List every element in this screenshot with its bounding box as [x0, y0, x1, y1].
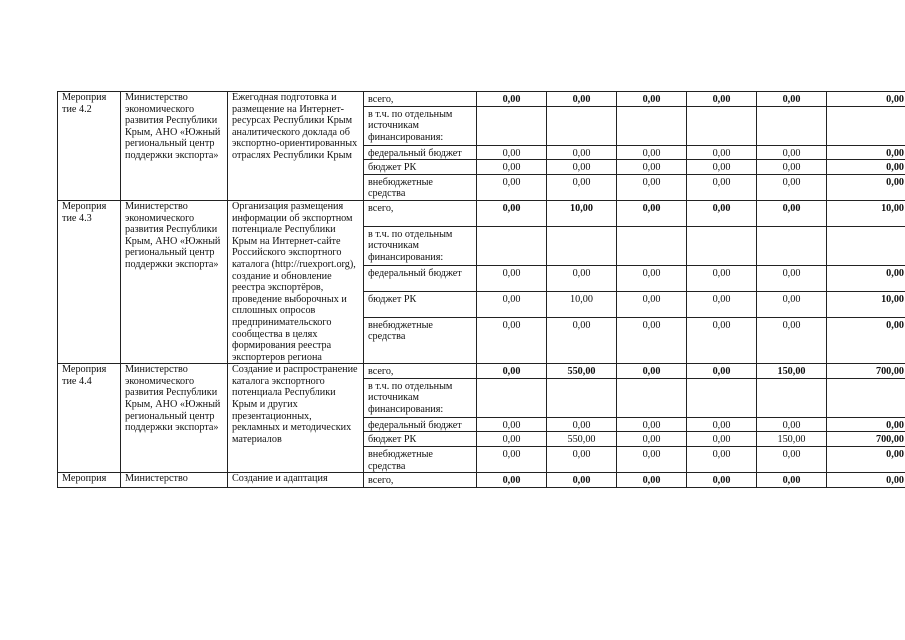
year-value-cell: 0,00	[687, 265, 757, 291]
year-value-cell	[617, 226, 687, 265]
year-value-cell: 0,00	[477, 92, 547, 107]
year-value-cell: 0,00	[687, 92, 757, 107]
executor-cell: Министерство экономического развития Республики Крым, АНО «Южный региональный центр поддержки экспорта»	[121, 92, 228, 201]
year-value-cell: 0,00	[547, 92, 617, 107]
funding-source-cell: всего,	[364, 364, 477, 379]
year-value-cell: 0,00	[757, 160, 827, 175]
year-value-cell	[477, 106, 547, 145]
table-row	[58, 200, 905, 226]
funding-source-cell: федеральный бюджет	[364, 417, 477, 432]
year-value-cell: 550,00	[547, 364, 617, 379]
total-value-cell: 0,00	[827, 473, 905, 488]
table-body	[58, 92, 905, 488]
year-value-cell: 0,00	[617, 364, 687, 379]
year-value-cell: 0,00	[757, 145, 827, 160]
year-value-cell: 0,00	[547, 160, 617, 175]
total-value-cell: 0,00	[827, 160, 905, 175]
funding-source-cell: внебюджетные средства	[364, 174, 477, 200]
year-value-cell: 0,00	[757, 174, 827, 200]
year-value-cell: 550,00	[547, 432, 617, 447]
year-value-cell: 0,00	[687, 417, 757, 432]
year-value-cell: 0,00	[477, 174, 547, 200]
total-value-cell: 0,00	[827, 317, 905, 364]
year-value-cell: 0,00	[617, 447, 687, 473]
total-value-cell: 10,00	[827, 291, 905, 317]
funding-source-cell: внебюджетные средства	[364, 447, 477, 473]
total-value-cell: 0,00	[827, 447, 905, 473]
year-value-cell: 0,00	[477, 160, 547, 175]
description-cell: Создание и распространение каталога экспортного потенциала Республики Крым и других презентационных, рекламных и методических материалов	[228, 364, 364, 473]
year-value-cell: 0,00	[617, 265, 687, 291]
year-value-cell: 0,00	[757, 92, 827, 107]
year-value-cell: 0,00	[617, 92, 687, 107]
funding-source-cell: федеральный бюджет	[364, 265, 477, 291]
funding-source-cell: федеральный бюджет	[364, 145, 477, 160]
year-value-cell: 0,00	[477, 447, 547, 473]
year-value-cell	[547, 226, 617, 265]
executor-cell: Министерство экономического развития Республики Крым, АНО «Южный региональный центр поддержки экспорта»	[121, 364, 228, 473]
year-value-cell	[617, 106, 687, 145]
description-cell: Создание и адаптация	[228, 473, 364, 488]
total-value-cell	[827, 226, 905, 265]
total-value-cell: 10,00	[827, 200, 905, 226]
funding-source-cell: внебюджетные средства	[364, 317, 477, 364]
measure-cell: Мероприя	[58, 473, 121, 488]
year-value-cell: 0,00	[687, 291, 757, 317]
year-value-cell: 10,00	[547, 200, 617, 226]
year-value-cell: 0,00	[477, 317, 547, 364]
year-value-cell: 0,00	[617, 145, 687, 160]
funding-source-cell: всего,	[364, 473, 477, 488]
year-value-cell: 0,00	[687, 473, 757, 488]
year-value-cell	[757, 106, 827, 145]
year-value-cell: 10,00	[547, 291, 617, 317]
year-value-cell: 0,00	[687, 447, 757, 473]
year-value-cell: 0,00	[757, 265, 827, 291]
year-value-cell: 0,00	[687, 364, 757, 379]
year-value-cell	[687, 106, 757, 145]
year-value-cell: 0,00	[617, 160, 687, 175]
funding-source-cell: бюджет РК	[364, 160, 477, 175]
year-value-cell: 0,00	[687, 160, 757, 175]
funding-table	[57, 91, 905, 488]
year-value-cell: 0,00	[477, 473, 547, 488]
total-value-cell	[827, 378, 905, 417]
table-row	[58, 364, 905, 379]
table-row	[58, 473, 905, 488]
year-value-cell: 0,00	[757, 291, 827, 317]
funding-source-cell: бюджет РК	[364, 291, 477, 317]
year-value-cell	[477, 378, 547, 417]
description-cell: Организация размещения информации об экспортном потенциале Республики Крым на Интернет-сайте Российского экспортного каталога (http://ruexport.org), создание и обновление реестра экспортёров, проведение выборочных и сплошных опросов предпринимательского сообщества в целях формирования реестра экспортеров региона	[228, 200, 364, 363]
year-value-cell: 0,00	[687, 145, 757, 160]
total-value-cell: 0,00	[827, 145, 905, 160]
year-value-cell: 0,00	[547, 265, 617, 291]
funding-source-cell: в т.ч. по отдельным источникам финансирования:	[364, 378, 477, 417]
total-value-cell: 0,00	[827, 417, 905, 432]
funding-source-cell: всего,	[364, 92, 477, 107]
year-value-cell: 0,00	[547, 145, 617, 160]
year-value-cell: 0,00	[617, 317, 687, 364]
year-value-cell: 0,00	[477, 145, 547, 160]
year-value-cell	[547, 106, 617, 145]
year-value-cell: 0,00	[547, 417, 617, 432]
year-value-cell	[617, 378, 687, 417]
year-value-cell: 0,00	[617, 473, 687, 488]
executor-cell: Министерство	[121, 473, 228, 488]
year-value-cell: 0,00	[687, 317, 757, 364]
year-value-cell: 0,00	[477, 291, 547, 317]
year-value-cell: 0,00	[757, 200, 827, 226]
funding-source-cell: всего,	[364, 200, 477, 226]
total-value-cell: 0,00	[827, 265, 905, 291]
year-value-cell: 0,00	[477, 364, 547, 379]
year-value-cell: 0,00	[757, 447, 827, 473]
total-value-cell: 700,00	[827, 432, 905, 447]
year-value-cell: 0,00	[477, 417, 547, 432]
year-value-cell: 0,00	[757, 417, 827, 432]
year-value-cell: 0,00	[757, 317, 827, 364]
total-value-cell: 0,00	[827, 174, 905, 200]
year-value-cell: 0,00	[617, 174, 687, 200]
executor-cell: Министерство экономического развития Республики Крым, АНО «Южный региональный центр поддержки экспорта»	[121, 200, 228, 363]
year-value-cell	[687, 378, 757, 417]
table-row	[58, 92, 905, 107]
measure-cell: Мероприя тие 4.2	[58, 92, 121, 201]
year-value-cell: 0,00	[477, 265, 547, 291]
funding-source-cell: в т.ч. по отдельным источникам финансирования:	[364, 226, 477, 265]
year-value-cell	[477, 226, 547, 265]
year-value-cell: 0,00	[617, 200, 687, 226]
year-value-cell	[687, 226, 757, 265]
year-value-cell	[757, 226, 827, 265]
year-value-cell: 0,00	[547, 317, 617, 364]
year-value-cell: 0,00	[547, 473, 617, 488]
year-value-cell: 0,00	[477, 432, 547, 447]
total-value-cell	[827, 106, 905, 145]
year-value-cell: 0,00	[687, 200, 757, 226]
year-value-cell: 0,00	[617, 432, 687, 447]
year-value-cell: 0,00	[617, 291, 687, 317]
total-value-cell: 0,00	[827, 92, 905, 107]
year-value-cell: 0,00	[757, 473, 827, 488]
funding-source-cell: в т.ч. по отдельным источникам финансирования:	[364, 106, 477, 145]
funding-source-cell: бюджет РК	[364, 432, 477, 447]
year-value-cell: 0,00	[687, 432, 757, 447]
measure-cell: Мероприя тие 4.4	[58, 364, 121, 473]
total-value-cell: 700,00	[827, 364, 905, 379]
measure-cell: Мероприя тие 4.3	[58, 200, 121, 363]
year-value-cell: 0,00	[687, 174, 757, 200]
year-value-cell: 150,00	[757, 432, 827, 447]
description-cell: Ежегодная подготовка и размещение на Интернет-ресурсах Республики Крым аналитического доклада об экспортно-ориентированных отраслях Республики Крым	[228, 92, 364, 201]
year-value-cell	[547, 378, 617, 417]
year-value-cell: 0,00	[617, 417, 687, 432]
year-value-cell: 0,00	[547, 447, 617, 473]
year-value-cell	[757, 378, 827, 417]
year-value-cell: 0,00	[547, 174, 617, 200]
year-value-cell: 150,00	[757, 364, 827, 379]
year-value-cell: 0,00	[477, 200, 547, 226]
